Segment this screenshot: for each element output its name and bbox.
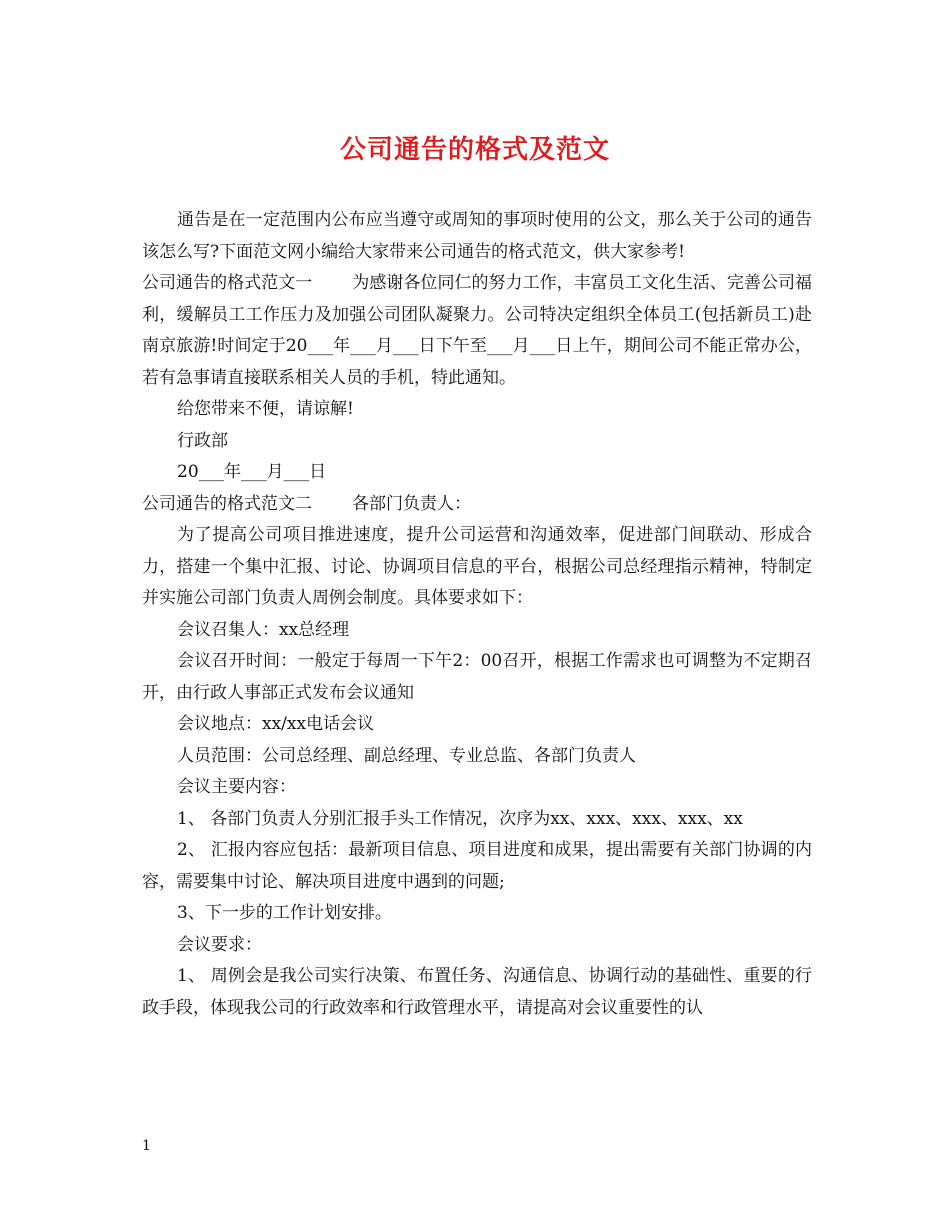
sample2-paragraph: 会议召开时间：一般定于每周一下午2：00召开，根据工作需求也可调整为不定期召开，由行政人事部正式发布会议通知 bbox=[142, 651, 812, 703]
sample1-signature: 行政部 bbox=[177, 430, 228, 451]
sample2-heading: 公司通告的格式范文二 bbox=[142, 493, 312, 514]
sample2-paragraph: 会议地点：xx/xx电话会议 bbox=[177, 714, 375, 734]
intro-paragraph: 通告是在一定范围内公布应当遵守或周知的事项时使用的公文，那么关于公司的通告该怎么写?下面范文网小编给大家带来公司通告的格式范文，供大家参考! bbox=[142, 210, 812, 262]
page-number: 1 bbox=[142, 1138, 151, 1154]
sample2-paragraph: 为了提高公司项目推进速度，提升公司运营和沟通效率，促进部门间联动、形成合力，搭建一个集中汇报、讨论、协调项目信息的平台，根据公司总经理指示精神，特制定并实施公司部门负责人周例会制度。具体要求如下： bbox=[142, 525, 812, 608]
sample2-salutation: 各部门负责人： bbox=[352, 493, 471, 514]
sample2-heading-line bbox=[142, 489, 812, 521]
sample1-date: 20___年___月___日 bbox=[177, 462, 327, 482]
document-title: 公司通告的格式及范文 bbox=[339, 135, 610, 165]
sample1-body: 为感谢各位同仁的努力工作，丰富员工文化生活、完善公司福利，缓解员工工作压力及加强公司团队凝聚力。公司特决定组织全体员工(包括新员工)赴南京旅游!时间定于20___年___月___日下午至___月___日上午，期间公司不能正常办公，若有急事请直接联系相关人员的手机，特此通知。 bbox=[142, 273, 813, 388]
document-body bbox=[142, 205, 812, 1024]
sample2-list-item: 1、 各部门负责人分别汇报手头工作情况，次序为xx、xxx、xxx、xxx、xx bbox=[177, 808, 743, 829]
sample2-paragraph: 会议要求： bbox=[177, 934, 262, 955]
sample2-paragraph: 人员范围：公司总经理、副总经理、专业总监、各部门负责人 bbox=[177, 745, 636, 766]
sample2-list-item: 1、 周例会是我公司实行决策、布置任务、沟通信息、协调行动的基础性、重要的行政手段，体现我公司的行政效率和行政管理水平，请提高对会议重要性的认 bbox=[142, 966, 812, 1018]
sample1-heading: 公司通告的格式范文一 bbox=[142, 273, 313, 293]
sample2-paragraph: 会议召集人：xx总经理 bbox=[177, 619, 350, 640]
sample2-paragraph: 会议主要内容： bbox=[177, 777, 296, 797]
sample2-list-item: 2、 汇报内容应包括：最新项目信息、项目进度和成果，提出需要有关部门协调的内容，需要集中讨论、解决项目进度中遇到的问题; bbox=[142, 840, 812, 892]
sample1-apology: 给您带来不便，请谅解! bbox=[177, 399, 354, 419]
sample2-list-item: 3、下一步的工作计划安排。 bbox=[177, 903, 392, 923]
sample1-paragraph bbox=[142, 268, 812, 394]
